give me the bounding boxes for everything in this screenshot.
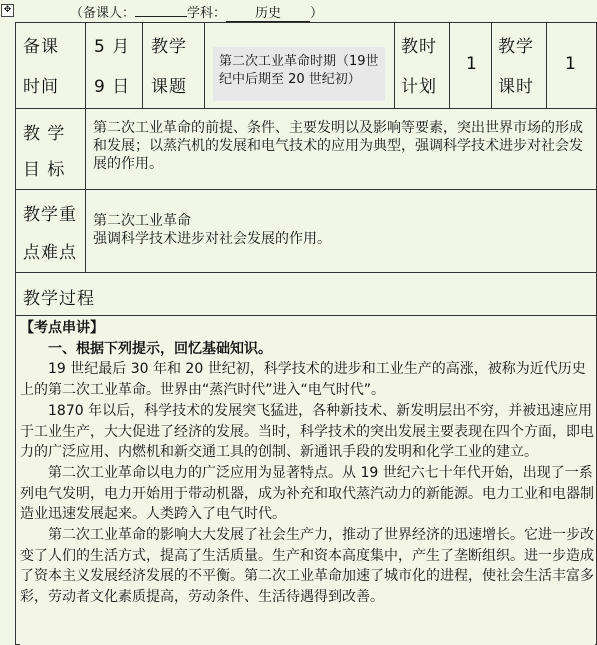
periods-label-2: 课时 bbox=[498, 77, 534, 97]
objectives-text-cell bbox=[86, 109, 597, 190]
preparer-field[interactable] bbox=[135, 16, 187, 17]
section-heading: 一、根据下列提示，回忆基础知识。 bbox=[48, 340, 272, 357]
subject-label: 学科： bbox=[187, 6, 227, 21]
process-content[interactable] bbox=[20, 318, 595, 645]
hours-label-2: 计划 bbox=[401, 77, 437, 97]
objectives-text[interactable]: 第二次工业革命的前提、条件、主要发明以及影响等要素，突出世界市场的形成和发展；以蒸汽机的发展和电气技术的应用为典型，强调科学技术进步对社会发展的作用。 bbox=[93, 120, 583, 172]
objectives-label-2: 目 标 bbox=[23, 160, 66, 180]
objectives-label-1: 教 学 bbox=[23, 124, 66, 144]
section-tag: 【考点串讲】 bbox=[20, 320, 104, 336]
focus-label-2: 点难点 bbox=[23, 243, 77, 263]
focus-label-1: 教学重 bbox=[23, 205, 77, 225]
month-value: 5 月 bbox=[94, 37, 131, 57]
focus-label-cell bbox=[15, 190, 86, 273]
focus-text-cell bbox=[86, 190, 597, 273]
day-value: 9 日 bbox=[94, 77, 131, 97]
content-paragraph-2: 1870 年以后，科学技术的发展突飞猛进，各种新技术、新发明层出不穷，并被迅速应用于工业生产，大大促进了经济的发展。当时，科学技术的突出发展主要表现在四个方面，即电力的广泛应用、内燃机和新交通工具的创制、新通讯手段的发明和化学工业的建立。 bbox=[20, 402, 594, 461]
periods-value-cell bbox=[547, 22, 597, 109]
header-suffix: ） bbox=[310, 6, 324, 21]
header-prefix: （备课人： bbox=[70, 6, 136, 21]
hours-label-1: 教时 bbox=[401, 37, 437, 57]
table-move-handle-icon[interactable]: ✥ bbox=[1, 4, 14, 17]
periods-label-cell bbox=[492, 22, 547, 109]
date-label-1: 备课 bbox=[23, 37, 59, 57]
hours-label-cell bbox=[395, 22, 450, 109]
topic-label-2: 课题 bbox=[151, 77, 187, 97]
content-paragraph-1: 19 世纪最后 30 年和 20 世纪初，科学技术的进步和工业生产的高涨，被称为近代历史上的第二次工业革命。世界由“蒸汽时代”进入“电气时代”。 bbox=[20, 361, 586, 399]
objectives-label-cell bbox=[15, 109, 86, 190]
subject-field[interactable]: 历史 bbox=[226, 2, 310, 22]
date-value-cell bbox=[86, 22, 143, 109]
periods-label-1: 教学 bbox=[498, 37, 534, 57]
date-label-cell bbox=[15, 22, 86, 109]
process-label-cell bbox=[15, 273, 597, 316]
process-label: 教学过程 bbox=[23, 289, 95, 309]
date-label-2: 时间 bbox=[23, 77, 59, 97]
periods-value: 1 bbox=[565, 54, 577, 74]
hours-value: 1 bbox=[466, 54, 478, 74]
focus-line-2[interactable]: 强调科学技术进步对社会发展的作用。 bbox=[93, 231, 331, 247]
header-line bbox=[70, 2, 323, 22]
hours-value-cell bbox=[450, 22, 492, 109]
content-paragraph-3: 第二次工业革命以电力的广泛应用为显著特点。从 19 世纪六七十年代开始，出现了一系列电气发明，电力开始用于带动机器，成为补充和取代蒸汽动力的新能源。电力工业和电器制造业迅速发展起来。人类跨入了电气时代。 bbox=[20, 464, 594, 523]
topic-label-1: 教学 bbox=[151, 37, 187, 57]
lesson-topic-textbox[interactable]: 第二次工业革命时期（19世纪中后期至 20 世纪初） bbox=[213, 47, 385, 101]
topic-label-cell bbox=[143, 22, 205, 109]
content-paragraph-4: 第二次工业革命的影响大大发展了社会生产力，推动了世界经济的迅速增长。它进一步改变了人们的生活方式，提高了生活质量。生产和资本高度集中，产生了垄断组织。进一步造成了资本主义发展经济发展的不平衡。第二次工业革命加速了城市化的进程，使社会生活丰富多彩，劳动者文化素质提高，劳动条件、生活待遇得到改善。 bbox=[20, 527, 594, 606]
focus-line-1[interactable]: 第二次工业革命 bbox=[93, 213, 191, 229]
